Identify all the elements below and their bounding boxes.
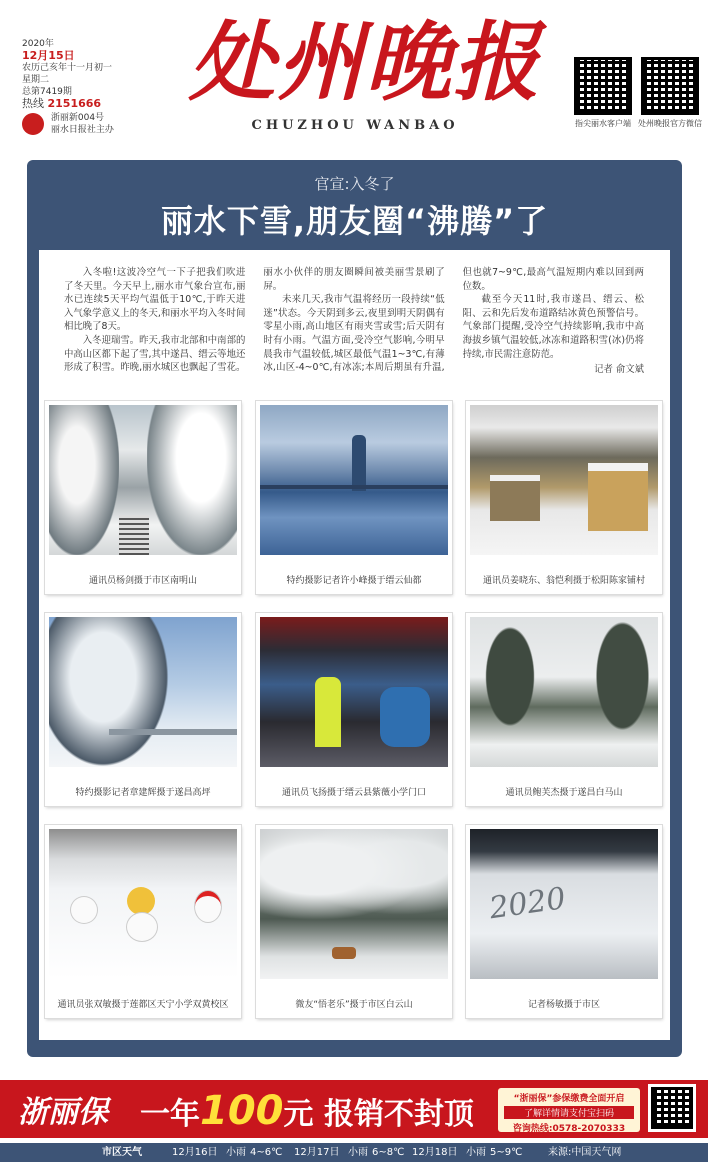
photo-caption: 通讯员杨剑摄于市区南明山: [88, 576, 197, 586]
article-paragraph: 入冬迎瑞雪。昨天,我市北部和中南部的中高山区都下起了雪,其中遂昌、缙云等地还形成了积雪。昨晚,丽水城区也飘起了雪花。丽水小伙伴的朋友圈瞬间被美丽雪景刷了屏。: [64, 267, 445, 374]
byline: 记者 俞文斌: [594, 364, 644, 376]
weather-cond: 小雨: [226, 1147, 246, 1158]
weather-date: 12月18日: [412, 1147, 458, 1158]
photo-card[interactable]: [45, 401, 241, 594]
weather-temp: 5~9℃: [490, 1147, 523, 1158]
qr-code-icon: [651, 1087, 693, 1129]
feature-kicker: 官宣:入冬了: [314, 175, 395, 193]
masthead-info: [22, 38, 152, 136]
qr-wechat[interactable]: [641, 57, 699, 115]
photo-card[interactable]: [45, 825, 241, 1018]
photo-snow-tree-overlook: [49, 617, 237, 767]
year: 2020年: [22, 39, 54, 49]
qr-wechat-caption: 处州晚报官方微信: [638, 119, 702, 128]
weather-cond: 小雨: [348, 1147, 368, 1158]
weekday: 星期二: [22, 75, 50, 85]
ad-brand: 浙丽保: [18, 1095, 108, 1130]
weather-date: 12月17日: [294, 1147, 340, 1158]
ad-slogan: 一年100元 报销不封顶: [140, 1088, 474, 1134]
photo-caption: 特约摄影记者章建辉摄于遂昌高坪: [75, 788, 211, 798]
photo-caption: 通讯员飞扬摄于缙云县紫薇小学门口: [281, 788, 426, 798]
photo-card[interactable]: [256, 825, 452, 1018]
article-paragraph: 入冬啦!这波冷空气一下子把我们吹进了冬天里。今天早上,丽水市气象台宣布,丽水已连续5天平均气温低于10℃,于昨天进入气象学意义上的冬天,和丽水平均入冬时间相比晚了8天。: [64, 267, 246, 333]
photo-card[interactable]: [45, 613, 241, 806]
article-paragraph: 截至今天11时,我市遂昌、缙云、松阳、云和先后发布道路结冰黄色预警信号。气象部门提醒,受冷空气持续影响,我市中高海拔乡镇气温较低,冰冻和道路积雪(冰)仍将持续,市民需注意防范。: [462, 294, 644, 360]
publisher-logo-icon: [22, 113, 44, 135]
weather-cond: 小雨: [466, 1147, 486, 1158]
photo-snowmen: [49, 829, 237, 979]
photo-caption: 记者杨敏摄于市区: [527, 1000, 600, 1010]
photo-card[interactable]: [466, 401, 662, 594]
qr-app-caption: 指尖丽水客户端: [575, 119, 631, 128]
publisher: 丽水日报社主办: [50, 125, 114, 135]
photo-pine-snow-park: [470, 617, 658, 767]
ad-qr[interactable]: [648, 1084, 696, 1132]
weather-source: 来源:中国天气网: [548, 1147, 622, 1158]
photo-misty-lake: [260, 405, 448, 555]
article-text: [64, 266, 644, 384]
photo-card[interactable]: [256, 613, 452, 806]
photo-caption: 特约摄影记者许小峰摄于缙云仙都: [286, 576, 422, 586]
weather-date: 12月16日: [172, 1147, 218, 1158]
photo-snow-village: [470, 405, 658, 555]
snow-writing: 2020: [487, 881, 568, 927]
qr-code-icon: [574, 57, 632, 115]
weather-bar: [0, 1143, 708, 1162]
weather-temp: 4~6℃: [250, 1147, 283, 1158]
photo-dog-in-snow: [260, 829, 448, 979]
photo-caption: 通讯员张双敏摄于莲都区天宁小学双黄校区: [57, 1000, 229, 1010]
newspaper-title-en: CHUZHOU WANBAO: [251, 118, 459, 133]
issue-total: 总第7419期: [22, 87, 72, 97]
photo-card[interactable]: [466, 825, 662, 1018]
photo-school-gate-snow: [260, 617, 448, 767]
weather-label: 市区天气: [102, 1147, 142, 1158]
photo-car-snow-2020: [470, 829, 658, 979]
photo-caption: 微友“悟老乐”摄于市区白云山: [295, 1000, 413, 1010]
qr-code-icon: [641, 57, 699, 115]
photo-card[interactable]: [466, 613, 662, 806]
hotline: 热线 2151666: [22, 97, 102, 110]
issue-date: 12月15日: [22, 49, 75, 62]
cn-code: 浙丽新004号: [50, 113, 105, 123]
photo-caption: 通讯员鲍芙杰摄于遂昌白马山: [505, 788, 623, 798]
photo-card[interactable]: [256, 401, 452, 594]
photo-snow-forest-path: [49, 405, 237, 555]
lunar-date: 农历己亥年十一月初一: [22, 63, 113, 73]
qr-app[interactable]: [574, 57, 632, 115]
article-paragraph: 未来几天,我市气温将经历一段持续“低迷”状态。今天阴到多云,夜里到明天阴偶有零星小雨,高山地区有雨夹雪或雪;后天阴有时有小雨。气温方面,受冷空气影响,今明早晨我市气温较低,城区最低气温1~3℃,有薄冰,山区-4~0℃,有冰冻;本周后期虽有升温,但也就7~9℃,最高气温短期内难以回到两位数。: [263, 267, 644, 374]
photo-caption: 通讯员姜晓东、翁恺利摄于松阳陈家铺村: [482, 576, 645, 586]
feature-headline: 丽水下雪,朋友圈“沸腾”了: [160, 202, 549, 240]
publisher-block: [22, 112, 152, 136]
weather-temp: 6~8℃: [372, 1147, 405, 1158]
ad-info-box: “浙丽保”参保缴费全面开启 了解详情请支付宝扫码 咨询热线:0578-2070333: [498, 1088, 640, 1132]
newspaper-title: 处州晚报: [189, 12, 541, 113]
